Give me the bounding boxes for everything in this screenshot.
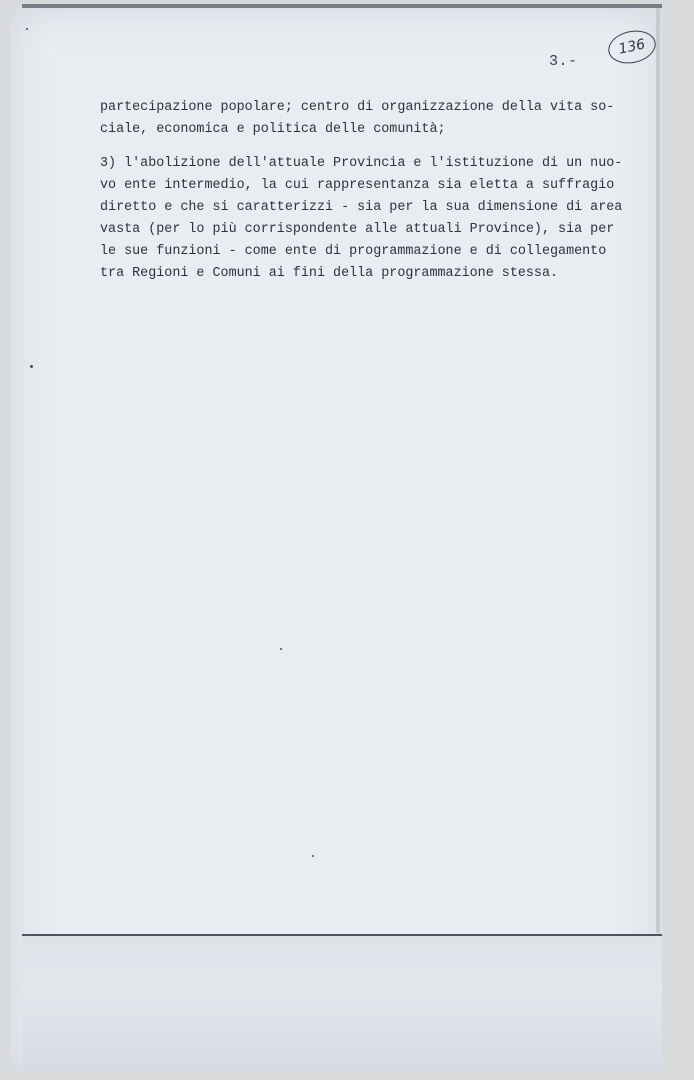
text-line: 3) l'abolizione dell'attuale Provincia e l'istituzione di un nuo- (100, 156, 623, 171)
text-line: le sue funzioni - come ente di programmazione e di collegamento (100, 244, 607, 259)
page-bottom-band (22, 936, 662, 1072)
speck-mark (280, 648, 282, 650)
text-line: ciale, economica e politica delle comunità; (100, 122, 446, 137)
document-body (100, 97, 660, 285)
text-line: partecipazione popolare; centro di organizzazione della vita so- (100, 100, 615, 115)
speck-mark (30, 365, 33, 368)
speck-mark (312, 855, 314, 857)
paragraph-1 (100, 97, 660, 141)
stamp-number: 136 (617, 36, 647, 58)
paragraph-2 (100, 153, 660, 285)
text-line: diretto e che si caratterizzi - sia per la sua dimensione di area (100, 200, 623, 215)
page-top-edge (22, 4, 662, 8)
text-line: vo ente intermedio, la cui rappresentanza sia eletta a suffragio (100, 178, 615, 193)
text-line: tra Regioni e Comuni ai fini della programmazione stessa. (100, 266, 559, 281)
text-line: vasta (per lo più corrispondente alle attuali Province), sia per (100, 222, 615, 237)
speck-mark (26, 28, 28, 30)
page-number: 3.- (549, 53, 578, 70)
